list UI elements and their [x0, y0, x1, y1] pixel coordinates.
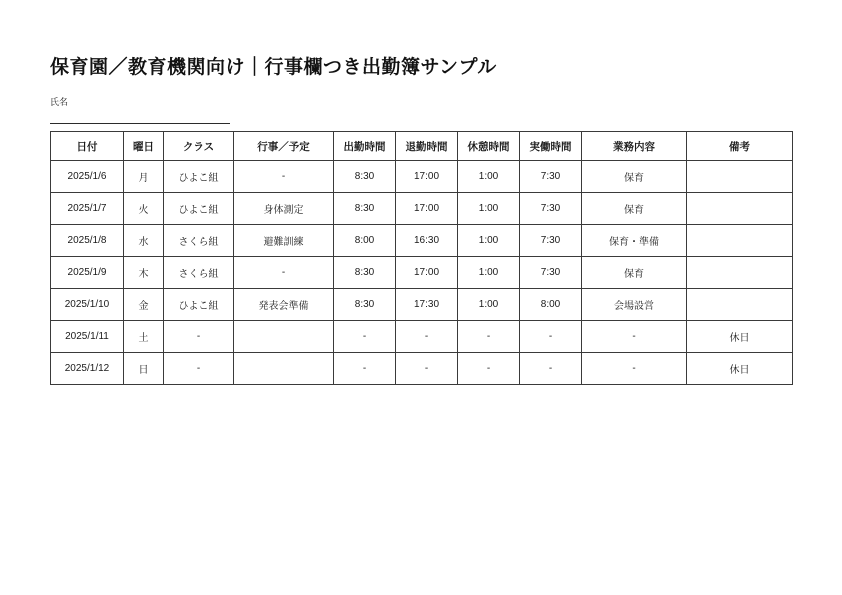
cell-event: - [234, 257, 334, 289]
table-row [51, 353, 793, 385]
cell-date: 2025/1/11 [51, 321, 124, 353]
cell-actual: 7:30 [520, 225, 582, 257]
cell-class: ひよこ組 [164, 289, 234, 321]
cell-note: 休日 [687, 353, 793, 385]
table-row [51, 225, 793, 257]
cell-actual: 7:30 [520, 161, 582, 193]
cell-duty: 会場設営 [582, 289, 687, 321]
cell-clock-out: - [396, 353, 458, 385]
cell-duty: 保育 [582, 257, 687, 289]
cell-clock-in: 8:30 [334, 289, 396, 321]
cell-clock-out: 17:00 [396, 193, 458, 225]
column-header-break: 休憩時間 [458, 132, 520, 161]
cell-date: 2025/1/6 [51, 161, 124, 193]
column-header-class: クラス [164, 132, 234, 161]
cell-duty: - [582, 353, 687, 385]
cell-clock-in: 8:00 [334, 225, 396, 257]
cell-break: 1:00 [458, 225, 520, 257]
cell-clock-out: 16:30 [396, 225, 458, 257]
column-header-event: 行事／予定 [234, 132, 334, 161]
cell-class: さくら組 [164, 257, 234, 289]
cell-date: 2025/1/8 [51, 225, 124, 257]
cell-weekday: 日 [124, 353, 164, 385]
cell-clock-in: 8:30 [334, 257, 396, 289]
cell-actual: 7:30 [520, 193, 582, 225]
cell-date: 2025/1/10 [51, 289, 124, 321]
cell-break: 1:00 [458, 257, 520, 289]
cell-note [687, 193, 793, 225]
cell-date: 2025/1/7 [51, 193, 124, 225]
column-header-weekday: 曜日 [124, 132, 164, 161]
cell-event: 発表会準備 [234, 289, 334, 321]
column-header-note: 備考 [687, 132, 793, 161]
table-row [51, 289, 793, 321]
cell-weekday: 火 [124, 193, 164, 225]
cell-event [234, 321, 334, 353]
cell-break: 1:00 [458, 193, 520, 225]
cell-note [687, 225, 793, 257]
table-row [51, 193, 793, 225]
cell-actual: 7:30 [520, 257, 582, 289]
cell-duty: 保育 [582, 193, 687, 225]
column-header-clock-in: 出勤時間 [334, 132, 396, 161]
cell-weekday: 土 [124, 321, 164, 353]
cell-clock-out: 17:00 [396, 257, 458, 289]
cell-class: - [164, 321, 234, 353]
cell-clock-in: - [334, 321, 396, 353]
name-label: 氏名 [50, 97, 69, 107]
table-header-row [51, 132, 793, 161]
cell-duty: 保育・準備 [582, 225, 687, 257]
name-input-rule[interactable] [50, 111, 230, 124]
table-row [51, 321, 793, 353]
cell-note [687, 161, 793, 193]
cell-class: さくら組 [164, 225, 234, 257]
cell-break: - [458, 321, 520, 353]
cell-weekday: 木 [124, 257, 164, 289]
cell-event: 身体測定 [234, 193, 334, 225]
cell-break: 1:00 [458, 289, 520, 321]
attendance-table [50, 131, 793, 385]
cell-class: - [164, 353, 234, 385]
cell-clock-in: 8:30 [334, 161, 396, 193]
cell-weekday: 月 [124, 161, 164, 193]
cell-class: ひよこ組 [164, 193, 234, 225]
cell-class: ひよこ組 [164, 161, 234, 193]
cell-event [234, 353, 334, 385]
cell-clock-out: - [396, 321, 458, 353]
column-header-actual: 実働時間 [520, 132, 582, 161]
cell-actual: - [520, 321, 582, 353]
column-header-date: 日付 [51, 132, 124, 161]
cell-duty: 保育 [582, 161, 687, 193]
cell-duty: - [582, 321, 687, 353]
table-body [51, 161, 793, 385]
page-title: 保育園／教育機関向け｜行事欄つき出勤簿サンプル [50, 57, 497, 78]
cell-event: - [234, 161, 334, 193]
cell-event: 避難訓練 [234, 225, 334, 257]
cell-note: 休日 [687, 321, 793, 353]
column-header-duty: 業務内容 [582, 132, 687, 161]
table-row [51, 161, 793, 193]
cell-clock-out: 17:00 [396, 161, 458, 193]
cell-note [687, 289, 793, 321]
cell-note [687, 257, 793, 289]
cell-date: 2025/1/12 [51, 353, 124, 385]
cell-actual: 8:00 [520, 289, 582, 321]
table-row [51, 257, 793, 289]
cell-actual: - [520, 353, 582, 385]
name-field-block [50, 95, 230, 124]
cell-weekday: 金 [124, 289, 164, 321]
cell-break: 1:00 [458, 161, 520, 193]
column-header-clock-out: 退勤時間 [396, 132, 458, 161]
cell-clock-in: - [334, 353, 396, 385]
cell-clock-in: 8:30 [334, 193, 396, 225]
cell-weekday: 水 [124, 225, 164, 257]
cell-date: 2025/1/9 [51, 257, 124, 289]
cell-clock-out: 17:30 [396, 289, 458, 321]
cell-break: - [458, 353, 520, 385]
